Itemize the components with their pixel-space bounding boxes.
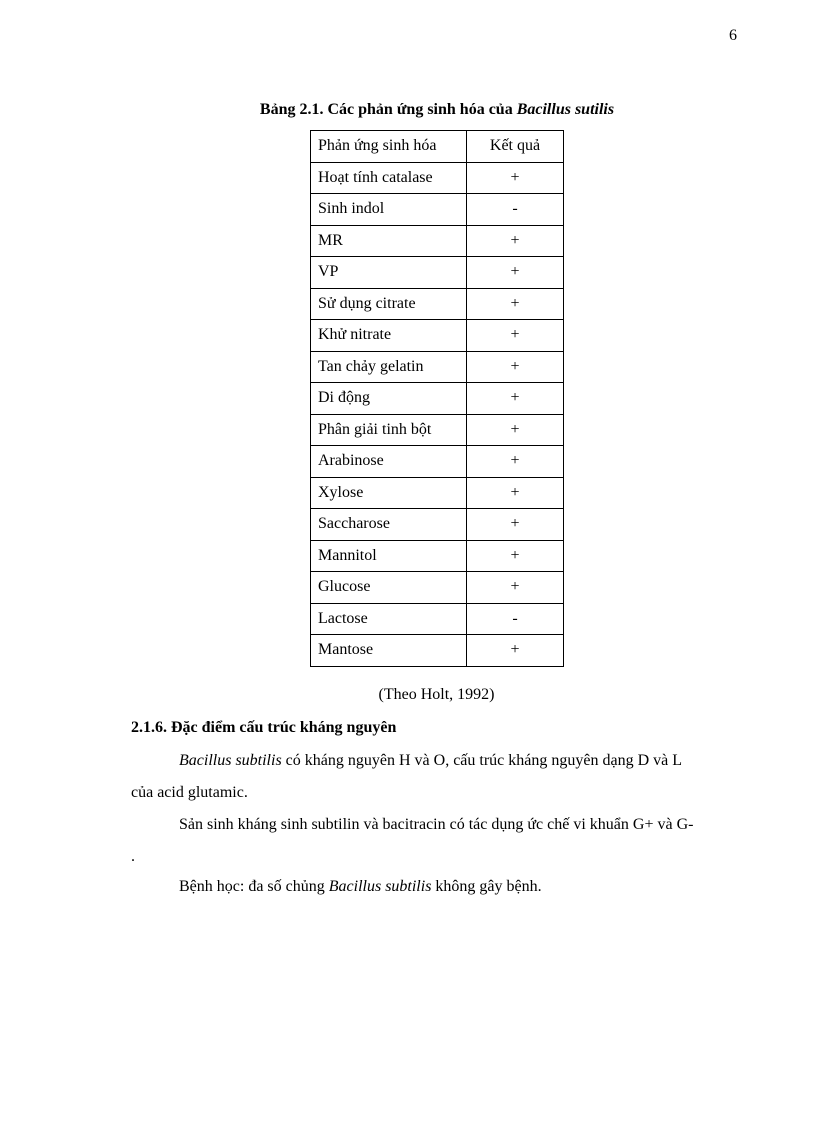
result-cell: + <box>467 572 564 604</box>
paragraph-pathology <box>131 871 743 903</box>
result-cell: + <box>467 540 564 572</box>
table-header-row <box>311 131 564 163</box>
reaction-cell: Saccharose <box>311 509 467 541</box>
reaction-cell: Sử dụng citrate <box>311 288 467 320</box>
table-row <box>311 225 564 257</box>
result-cell: + <box>467 383 564 415</box>
reaction-cell: VP <box>311 257 467 289</box>
reaction-cell: Phân giải tinh bột <box>311 414 467 446</box>
species-name: Bacillus subtilis <box>179 752 282 769</box>
table-row <box>311 603 564 635</box>
header-reaction: Phản ứng sinh hóa <box>311 131 467 163</box>
reaction-cell: Mantose <box>311 635 467 667</box>
table-row <box>311 414 564 446</box>
result-cell: + <box>467 509 564 541</box>
table-row <box>311 572 564 604</box>
table-caption <box>0 101 816 119</box>
result-cell: - <box>467 194 564 226</box>
species-name: Bacillus subtilis <box>328 878 432 895</box>
header-result: Kết quả <box>467 131 564 163</box>
table-row <box>311 635 564 667</box>
result-cell: + <box>467 225 564 257</box>
reaction-cell: Sinh indol <box>311 194 467 226</box>
table-body <box>311 162 564 666</box>
table-row <box>311 509 564 541</box>
table-row <box>311 162 564 194</box>
table-row <box>311 446 564 478</box>
result-cell: + <box>467 320 564 352</box>
table-caption-species: Bacillus sutilis <box>516 101 615 118</box>
result-cell: + <box>467 446 564 478</box>
result-cell: + <box>467 351 564 383</box>
reaction-cell: Tan chảy gelatin <box>311 351 467 383</box>
paragraph-text: Bệnh học: đa số chủng <box>179 878 329 895</box>
reaction-cell: MR <box>311 225 467 257</box>
paragraph-text: . <box>131 848 135 865</box>
paragraph-text: có kháng nguyên H và O, cấu trúc kháng nguyên dạng D và L <box>281 752 682 769</box>
table-row <box>311 351 564 383</box>
reaction-cell: Khử nitrate <box>311 320 467 352</box>
paragraph-antigen <box>131 745 743 809</box>
table-row <box>311 257 564 289</box>
result-cell: + <box>467 162 564 194</box>
paragraph-antibiotic <box>131 809 743 873</box>
table-row <box>311 383 564 415</box>
result-cell: - <box>467 603 564 635</box>
result-cell: + <box>467 414 564 446</box>
paragraph-text: không gây bệnh. <box>431 878 542 895</box>
table-row <box>311 540 564 572</box>
table-row <box>311 477 564 509</box>
paragraph-text: của acid glutamic. <box>131 784 248 801</box>
reaction-cell: Glucose <box>311 572 467 604</box>
table-row <box>311 320 564 352</box>
reaction-cell: Mannitol <box>311 540 467 572</box>
reaction-cell: Lactose <box>311 603 467 635</box>
result-cell: + <box>467 477 564 509</box>
paragraph-text: Sản sinh kháng sinh subtilin và bacitracin có tác dụng ức chế vi khuẩn G+ và G- <box>179 816 694 833</box>
table-caption-text: Bảng 2.1. Các phản ứng sinh hóa của <box>259 101 517 118</box>
result-cell: + <box>467 257 564 289</box>
reaction-cell: Hoạt tính catalase <box>311 162 467 194</box>
page-number: 6 <box>729 27 737 44</box>
biochemical-reactions-table <box>310 130 564 667</box>
result-cell: + <box>467 288 564 320</box>
reaction-cell: Di động <box>311 383 467 415</box>
result-cell: + <box>467 635 564 667</box>
table-row <box>311 194 564 226</box>
reaction-cell: Arabinose <box>311 446 467 478</box>
table-source: (Theo Holt, 1992) <box>378 686 495 703</box>
table-row <box>311 288 564 320</box>
section-heading: 2.1.6. Đặc điểm cấu trúc kháng nguyên <box>131 719 397 736</box>
reaction-cell: Xylose <box>311 477 467 509</box>
